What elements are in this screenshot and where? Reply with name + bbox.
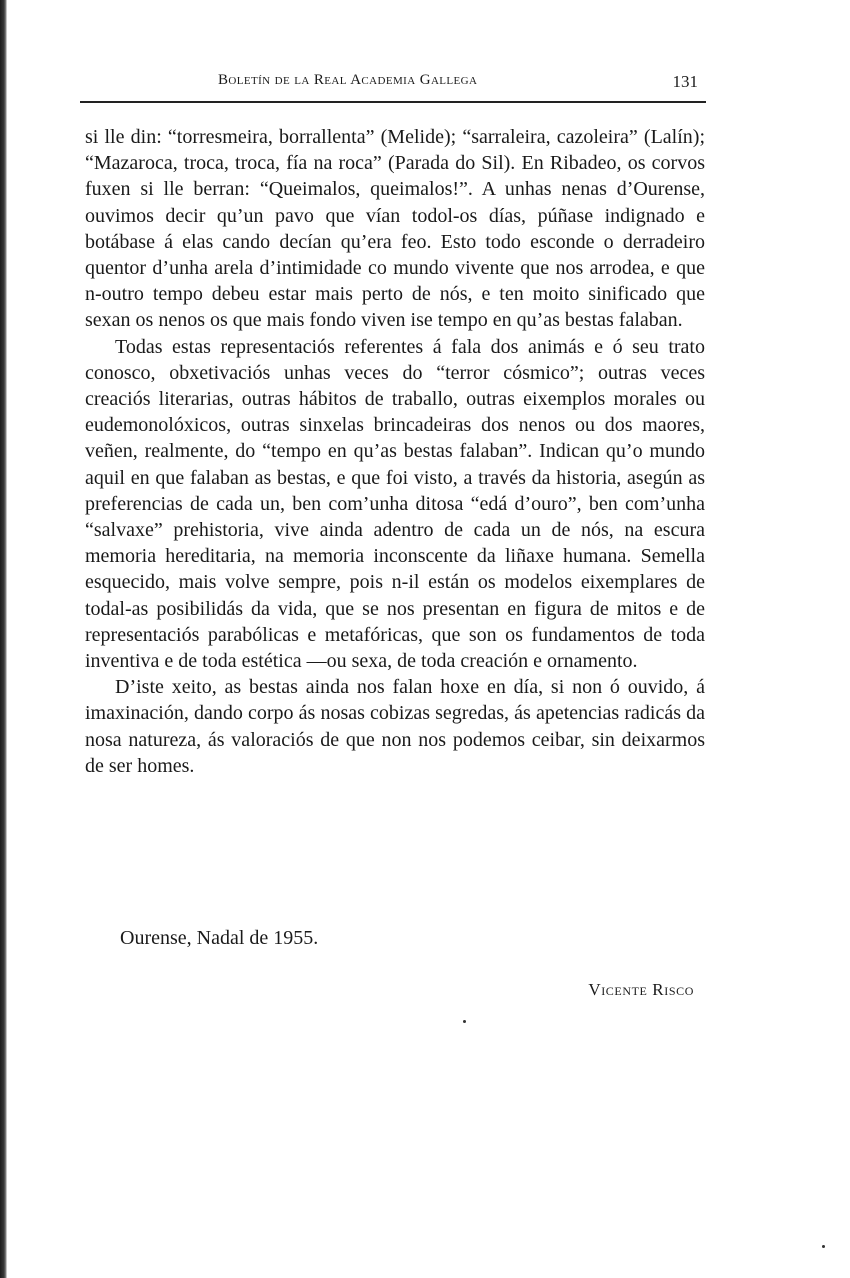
running-head (218, 72, 698, 94)
print-speck (822, 1245, 825, 1248)
running-title: Boletín de la Real Academia Gallega (218, 72, 478, 88)
print-speck (463, 1020, 466, 1023)
paragraph: Todas estas representaciós referentes á fala dos animás e ó seu trato conosco, obxetivaciós unhas veces do “terror cósmico”; outras veces creaciós literarias, outras hábitos de traballo, outras eixemplos morales ou eudemonolóxicos, outras sinxelas brincadeiras dos nenos ou dos maores, veñen, realmente, do “tempo en qu’as bestas falaban”. Indican qu’o mundo aquil en que falaban as bestas, e que foi visto, a través da historia, asegún as preferencias de cada un, ben com’unha ditosa “edá d’ouro”, ben com’unha “salvaxe” prehistoria, vive ainda adentro de cada un de nós, na escura memoria hereditaria, na memoria inconscente da liñaxe humana. Semella esquecido, mais volve sempre, pois n-il están os modelos eixemplares de todal-as posibilidás da vida, que se nos presentan en figura de mitos e de representaciós parabólicas e metafóricas, que son os fundamentos de toda inventiva e de toda estética —ou sexa, de toda creación e ornamento. (85, 335, 705, 673)
body-text (85, 124, 705, 779)
page-number: 131 (672, 72, 698, 91)
paragraph: si lle din: “torresmeira, borrallenta” (Melide); “sarraleira, cazoleira” (Lalín); “Mazaroca, troca, troca, fía na roca” (Parada do Sil). En Ribadeo, os corvos fuxen si lle berran: “Queimalos, queimalos!”. A unhas nenas d’Ourense, ouvimos decir qu’un pavo que vían todol-os días, púñase indignado e botábase á elas cando decían qu’era feo. Esto todo esconde o derradeiro quentor d’unha arela d’intimidade co mundo vivente que nos arrodea, e que n-outro tempo debeu estar mais perto de nós, e ten moito sinificado que sexan os nenos os que mais fondo viven ise tempo en qu’as bestas falaban. (85, 126, 705, 332)
paragraph: D’iste xeito, as bestas ainda nos falan hoxe en día, si non ó ouvido, á imaxinación, dando corpo ás nosas cobizas segredas, ás apetencias radicás da nosa natureza, ás valoraciós de que non nos podemos ceibar, sin deixarmos de ser homes. (85, 676, 705, 777)
page-binding-edge (0, 0, 7, 1278)
dateline: Ourense, Nadal de 1955. (120, 927, 319, 949)
author-signature: Vicente Risco (588, 980, 694, 999)
header-rule (80, 101, 706, 103)
